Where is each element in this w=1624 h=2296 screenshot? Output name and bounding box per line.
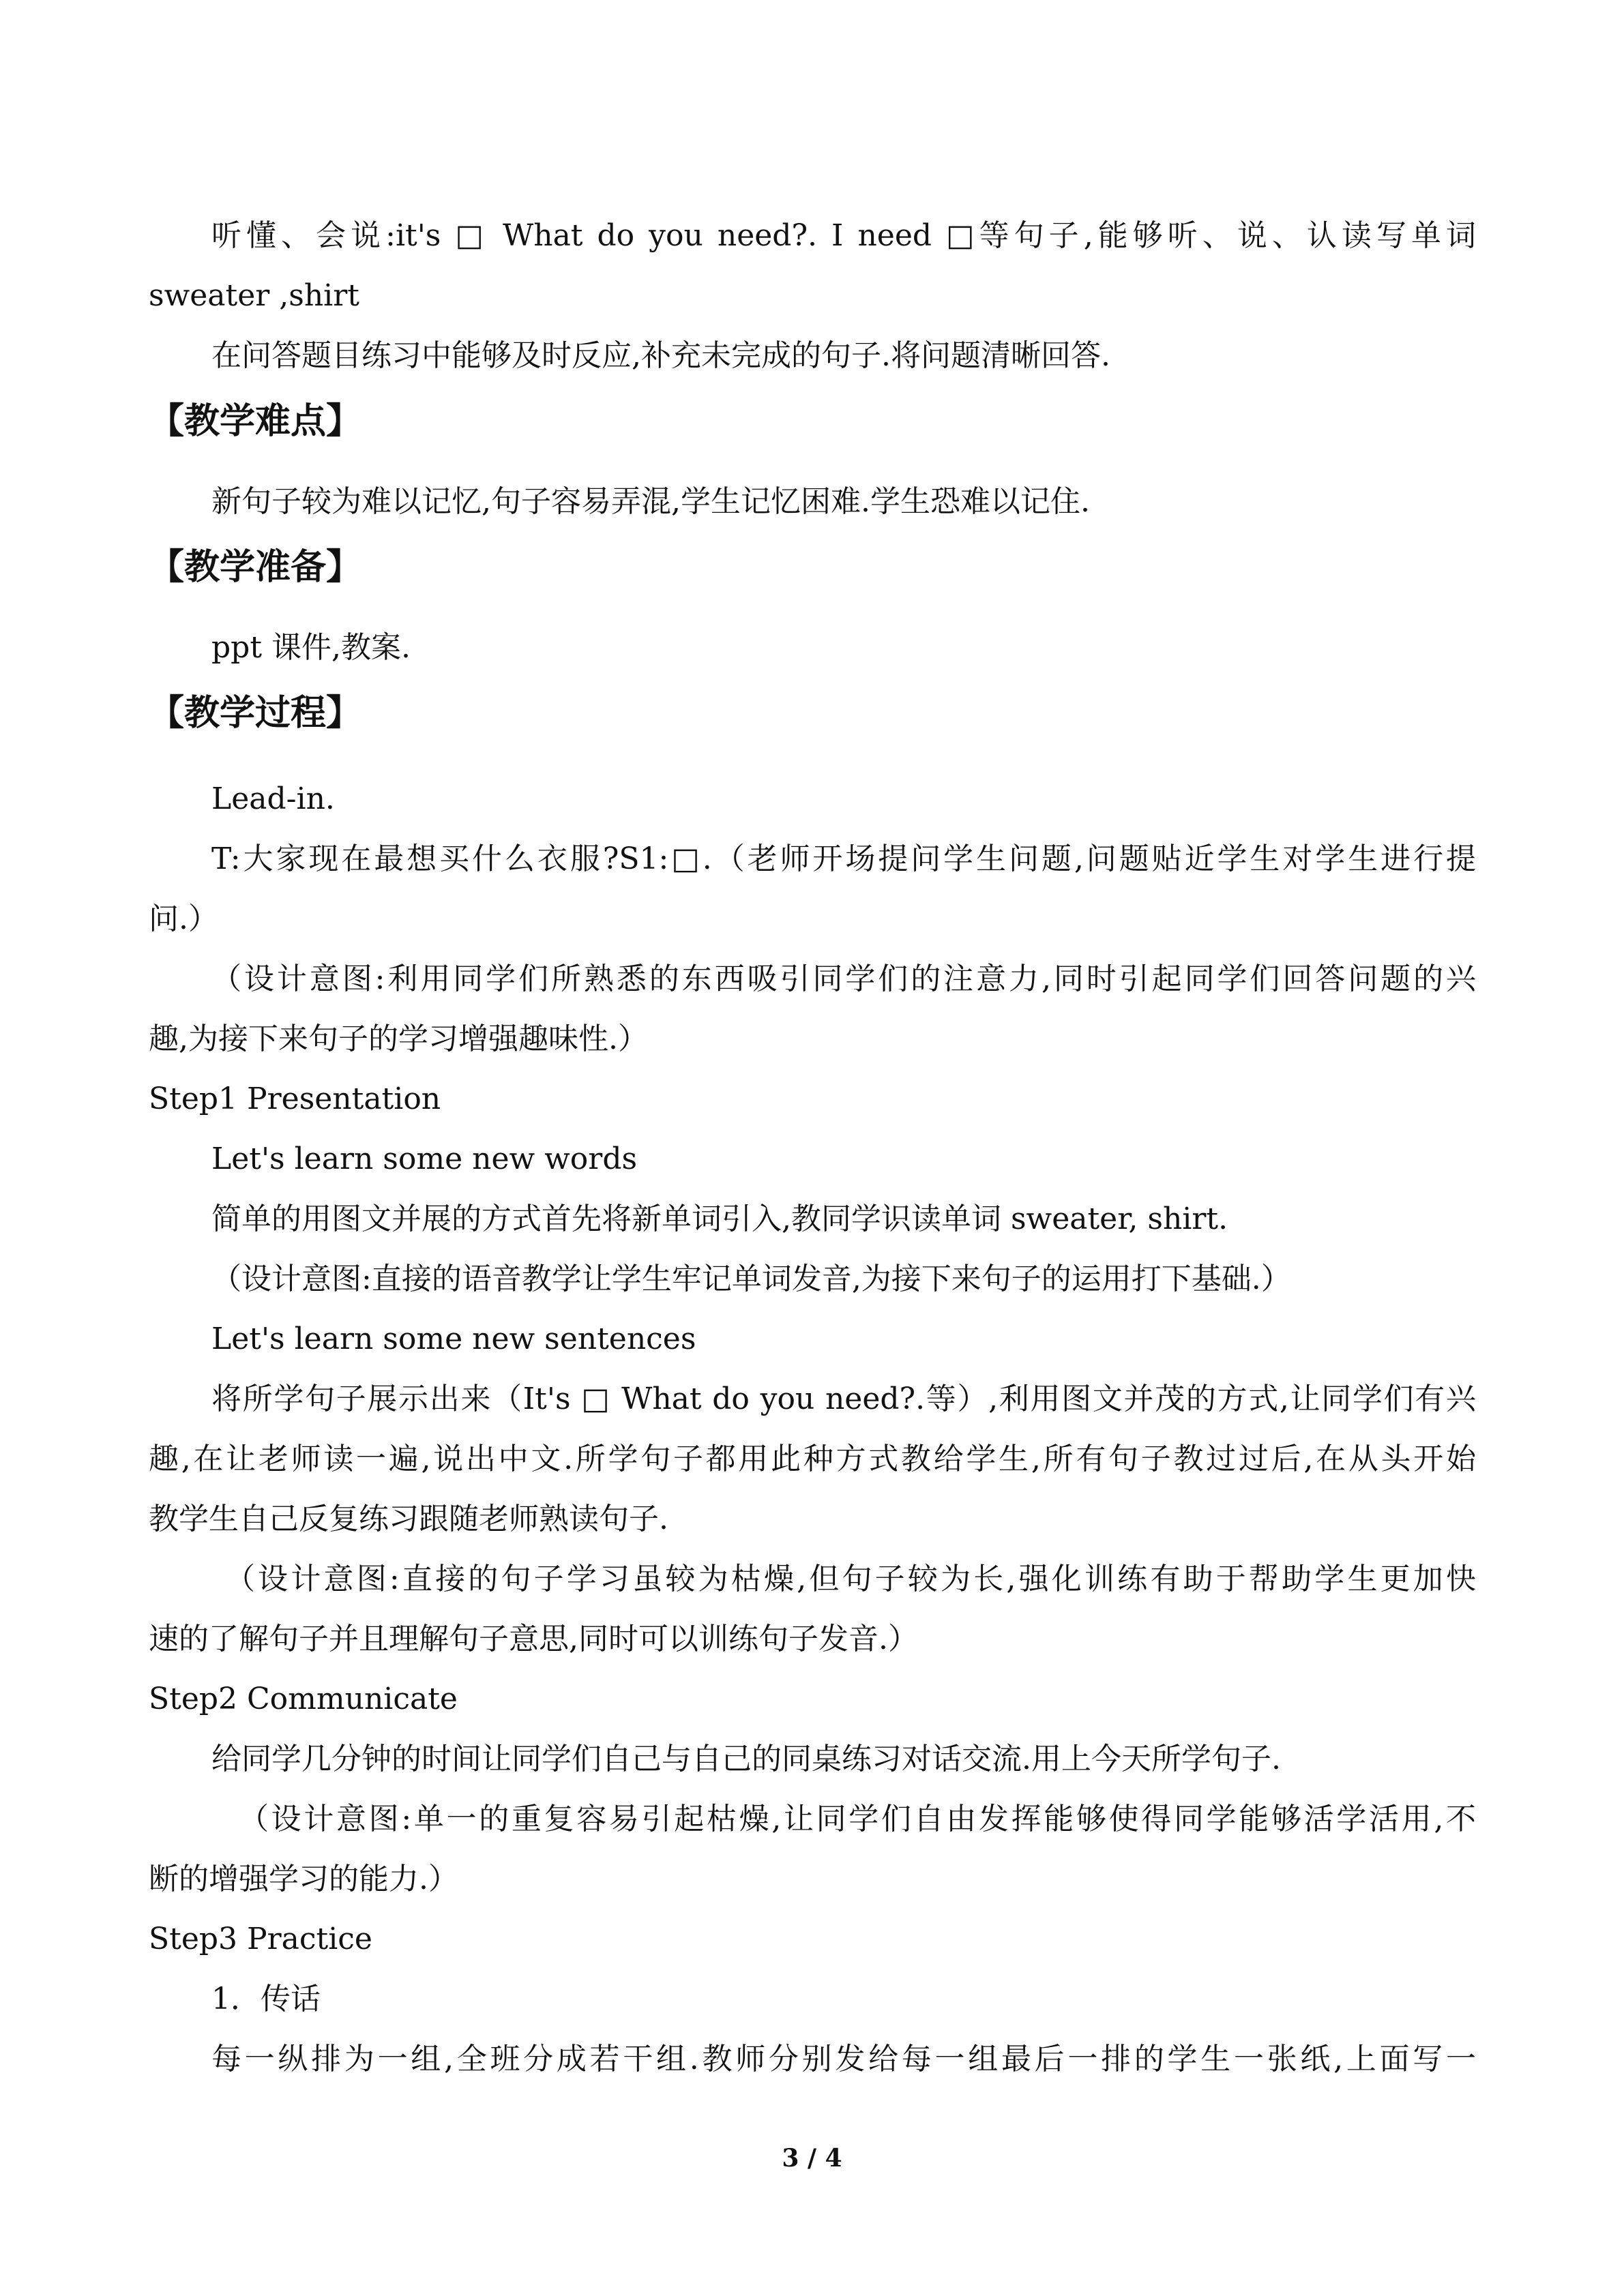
section-heading-difficulty: 【教学难点】 — [149, 401, 362, 442]
paragraph-line: 断的增强学习的能力.） — [149, 1862, 458, 1896]
paragraph-line: 给同学几分钟的时间让同学们自己与自己的同桌练习对话交流.用上今天所学句子. — [211, 1742, 1281, 1776]
paragraph-line: T:大家现在最想买什么衣服?S1:□.（老师开场提问学生问题,问题贴近学生对学生进行提 — [211, 841, 1476, 876]
paragraph-line: 趣,为接下来句子的学习增强趣味性.） — [149, 1022, 648, 1056]
paragraph-line: 每一纵排为一组,全班分成若干组.教师分别发给每一组最后一排的学生一张纸,上面写一 — [211, 2042, 1476, 2076]
paragraph-line: 简单的用图文并展的方式首先将新单词引入,教同学识读单词 sweater, shirt. — [211, 1202, 1228, 1236]
step-heading: Step3 Practice — [149, 1922, 372, 1956]
paragraph-line: 在问答题目练习中能够及时反应,补充未完成的句子.将问题清晰回答. — [211, 338, 1110, 373]
section-heading-preparation: 【教学准备】 — [149, 547, 362, 588]
paragraph-line: ppt 课件,教案. — [211, 630, 411, 665]
paragraph-line: 速的了解句子并且理解句子意思,同时可以训练句子发音.） — [149, 1622, 918, 1656]
paragraph-line: 问.） — [149, 901, 218, 936]
list-item: 1．传话 — [211, 1982, 321, 2016]
paragraph-line: sweater ,shirt — [149, 278, 359, 313]
paragraph-line: 新句子较为难以记忆,句子容易弄混,学生记忆困难.学生恐难以记住. — [211, 484, 1090, 519]
step-heading: Step1 Presentation — [149, 1082, 441, 1116]
paragraph-line: （设计意图:利用同学们所熟悉的东西吸引同学们的注意力,同时引起同学们回答问题的兴 — [211, 961, 1476, 996]
paragraph-line: Let's learn some new words — [211, 1142, 638, 1176]
paragraph-line: Let's learn some new sentences — [211, 1322, 696, 1356]
step-heading: Step2 Communicate — [149, 1682, 458, 1716]
paragraph-line: 教学生自己反复练习跟随老师熟读句子. — [149, 1502, 668, 1536]
paragraph-line: Lead-in. — [211, 781, 335, 816]
paragraph-line: 听懂、会说:it's □ What do you need?. I need □等句子,能够听、说、认读写单词 — [211, 218, 1476, 253]
paragraph-line: 将所学句子展示出来（It's □ What do you need?.等）,利用图文并茂的方式,让同学们有兴 — [211, 1382, 1476, 1416]
paragraph-line: 趣,在让老师读一遍,说出中文.所学句子都用此种方式教给学生,所有句子教过过后,在从头开始 — [149, 1442, 1476, 1476]
paragraph-line: （设计意图:单一的重复容易引起枯燥,让同学们自由发挥能够使得同学能够活学活用,不 — [239, 1802, 1476, 1836]
paragraph-line: （设计意图:直接的语音教学让学生牢记单词发音,为接下来句子的运用打下基础.） — [211, 1262, 1291, 1296]
page-number: 3 / 4 — [782, 2144, 842, 2173]
paragraph-line: （设计意图:直接的句子学习虽较为枯燥,但句子较为长,强化训练有助于帮助学生更加快 — [225, 1562, 1476, 1596]
section-heading-process: 【教学过程】 — [149, 693, 362, 734]
